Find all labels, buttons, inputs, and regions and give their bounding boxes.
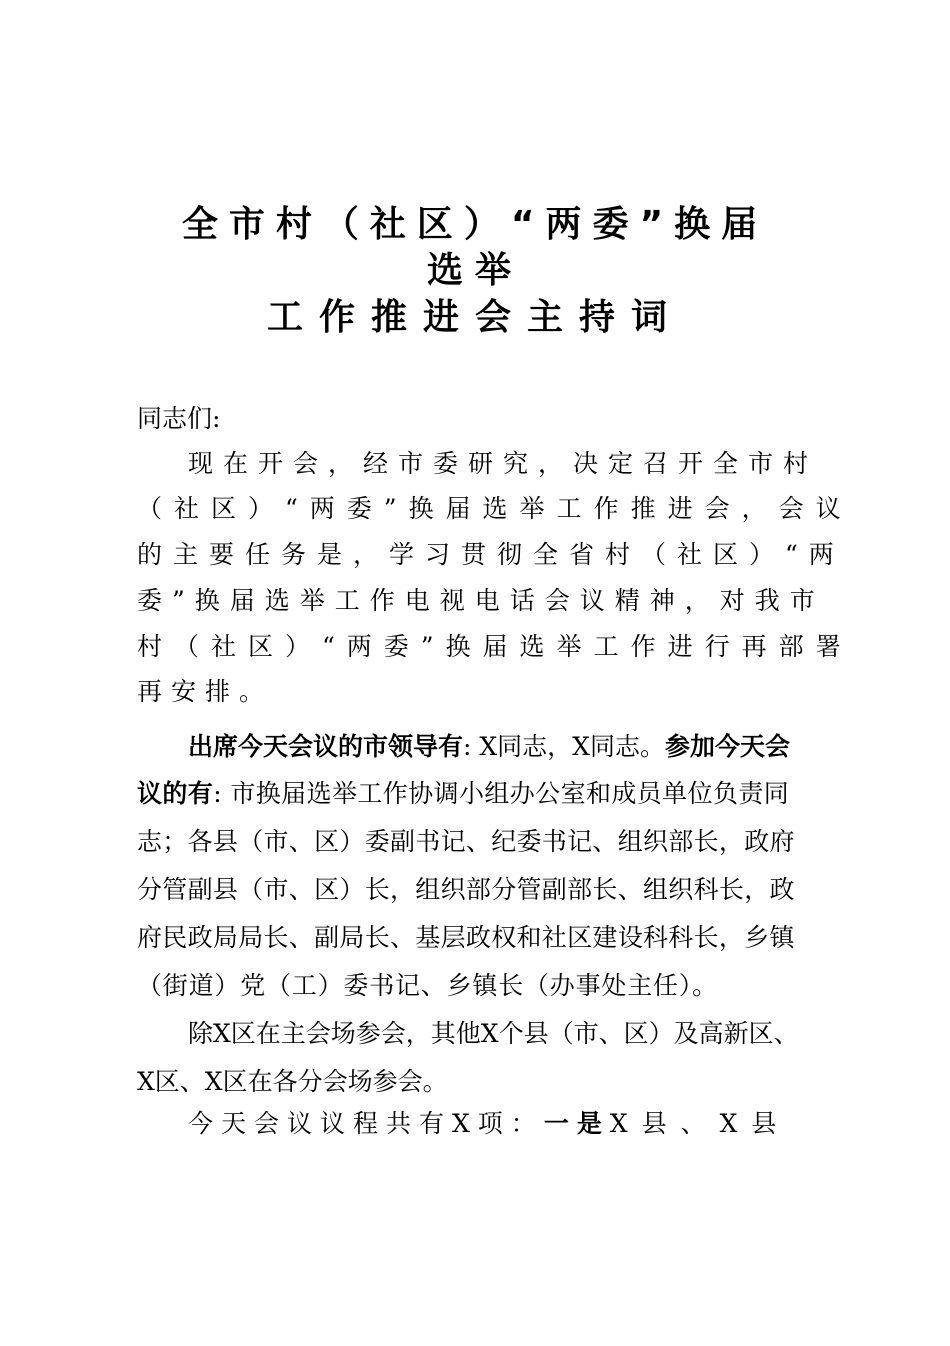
paragraph-line: 府民政局局长、副局长、基层政权和社区建设科科长，乡镇 — [137, 923, 795, 952]
paragraph-line — [137, 778, 789, 810]
salutation: 同志们: — [137, 404, 221, 433]
bold-text: 议的有 — [137, 779, 214, 808]
paragraph-line — [188, 731, 790, 763]
bold-text: 出席今天会议的市领导有 — [188, 732, 464, 761]
bold-text: 参加今天会 — [664, 732, 790, 761]
paragraph-line: 除X区在主会场参会，其他X个县（市、区）及高新区、 — [188, 1019, 799, 1048]
title-line-3: 工作推进会主持词 — [266, 297, 683, 338]
bold-text: 一是 — [543, 1109, 610, 1138]
paragraph-line — [188, 1108, 790, 1140]
paragraph-line: 的主要任务是，学习贯彻全省村（社区）“两 — [137, 540, 845, 569]
paragraph-line: 村（社区）“两委”换届选举工作进行再部署 — [137, 632, 853, 661]
title-line-1: 全市村（社区）“两委”换届 — [181, 204, 769, 245]
paragraph-line: 现在开会，经市委研究，决定召开全市村 — [188, 449, 819, 478]
plain-text: X县、X县 — [609, 1109, 791, 1138]
paragraph-line: 分管副县（市、区）长，组织部分管副部长、组织科长，政 — [137, 875, 795, 904]
plain-text: : X同志，X同志。 — [463, 732, 665, 761]
paragraph-line: 再安排。 — [137, 677, 274, 706]
paragraph-line: X区、X区在各分会场参会。 — [137, 1067, 448, 1096]
plain-text: : 市换届选举工作协调小组办公室和成员单位负责同 — [213, 779, 790, 808]
paragraph-line: 志；各县（市、区）委副书记、纪委书记、组织部长，政府 — [137, 827, 795, 856]
paragraph-line: （街道）党（工）委书记、乡镇长（办事处主任）。 — [137, 971, 718, 1000]
plain-text: 今天会议议程共有X项： — [188, 1109, 544, 1138]
paragraph-line: 委”换届选举工作电视电话会议精神，对我市 — [137, 586, 825, 615]
paragraph-line: （社区）“两委”换届选举工作推进会，会议 — [137, 494, 853, 523]
title-line-2: 选举 — [426, 250, 523, 291]
